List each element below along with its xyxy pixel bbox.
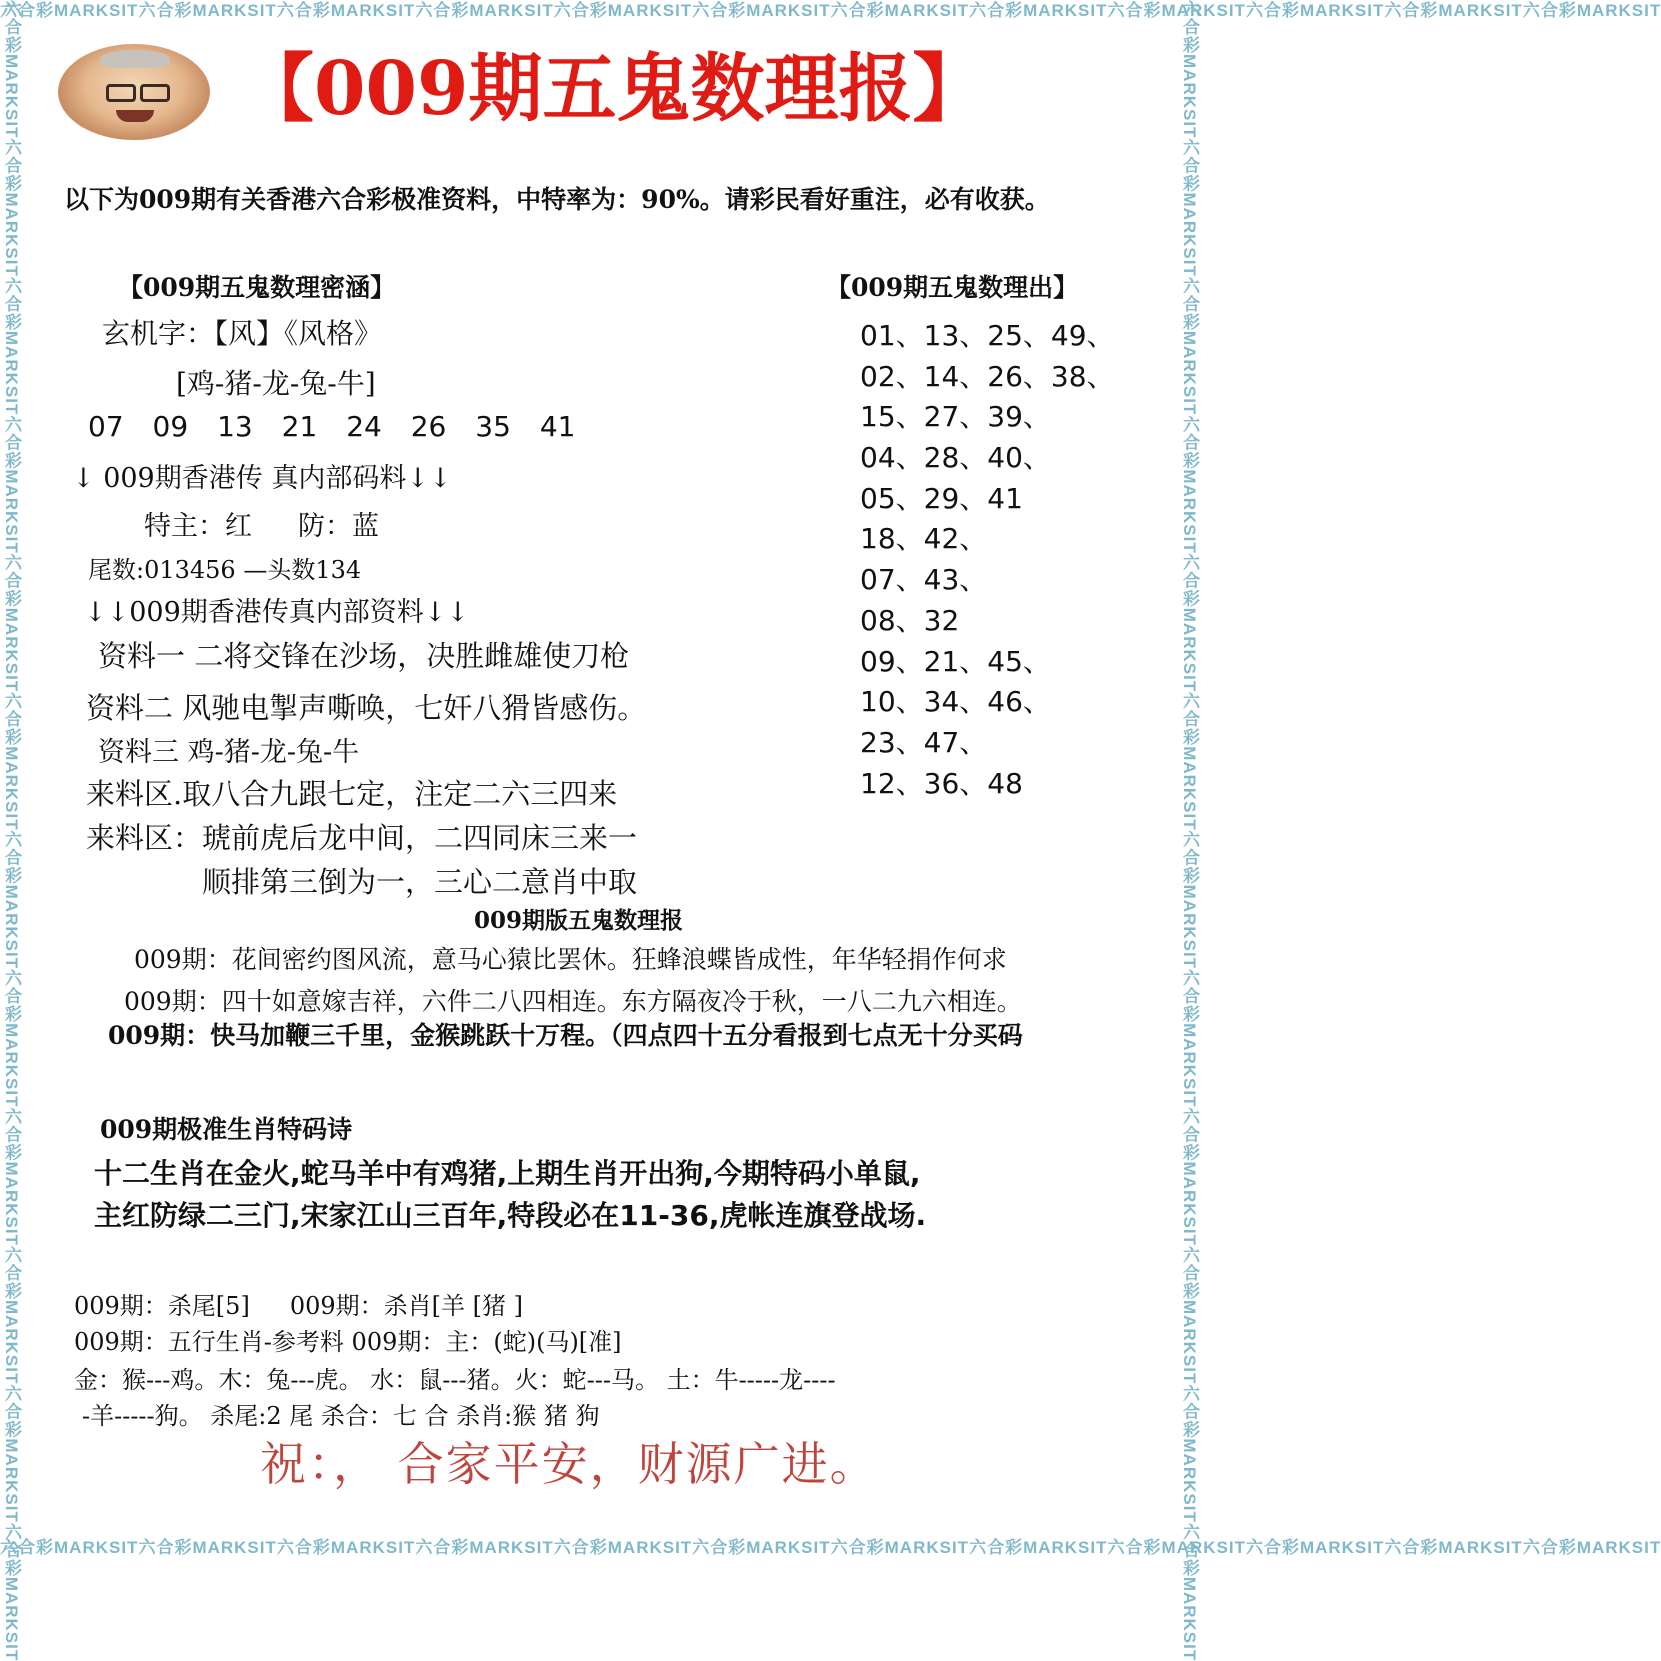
intro-text: 以下为009期有关香港六合彩极准资料，中特率为：90%。请彩民看好重注，必有收获。 (64, 185, 1050, 214)
number-item: 35 (475, 410, 511, 443)
te-zhu-line (144, 504, 379, 543)
number-item: 07 (88, 410, 124, 443)
left-section-title: 【009期五鬼数理密涵】 (118, 273, 396, 302)
right-row: 04、28、40、 (860, 441, 1051, 475)
hk-code-heading: ↓ 009期香港传 真内部码料↓↓ (72, 463, 452, 494)
ban-title: 009期版五鬼数理报 (474, 907, 684, 934)
fang-text: 防：蓝 (298, 511, 379, 542)
xuanji-text: 玄机字：【风】《风格》 (102, 317, 383, 350)
number-item: 13 (217, 410, 253, 443)
watermark-bottom: 六合彩MARKSIT六合彩MARKSIT六合彩MARKSIT六合彩MARKSIT六合彩MARKSIT六合彩MARKSIT六合彩MARKSIT六合彩MARKSIT六合彩MARKSIT六合彩MARKSIT六合彩MARKSIT六合彩MARKSIT (0, 1538, 1661, 1557)
ziliao-1: 资料一 二将交锋在沙场，决胜雌雄使刀枪 (98, 639, 630, 673)
number-item: 26 (410, 410, 447, 443)
watermark-left: 六合彩MARKSIT六合彩MARKSIT六合彩MARKSIT六合彩MARKSIT六合彩MARKSIT六合彩MARKSIT六合彩MARKSIT六合彩MARKSIT六合彩MARKSIT六合彩MARKSIT六合彩MARKSIT六合彩MARKSIT (2, 0, 21, 1661)
poem-title: 009期极准生肖特码诗 (100, 1115, 353, 1144)
ziliao-3: 资料三 鸡-猪-龙-兔-牛 (98, 737, 360, 768)
right-row: 02、14、26、38、 (860, 359, 1115, 393)
wuxing-line-2: -羊-----狗。 杀尾:2 尾 杀合：七 合 杀肖:猴 猪 狗 (82, 1402, 600, 1430)
right-section-title: 【009期五鬼数理出】 (826, 273, 1079, 302)
portrait-glasses-right (140, 84, 170, 102)
watermark-top: 六合彩MARKSIT六合彩MARKSIT六合彩MARKSIT六合彩MARKSIT六合彩MARKSIT六合彩MARKSIT六合彩MARKSIT六合彩MARKSIT六合彩MARKSIT六合彩MARKSIT六合彩MARKSIT六合彩MARKSIT (0, 1, 1661, 20)
right-row: 07、43、 (860, 563, 988, 597)
poem-line-2: 主红防绿二三门,宋家江山三百年,特段必在11-36,虎帐连旗登战场. (94, 1199, 927, 1232)
laiqu-1: 来料区.取八合九跟七定，注定二六三四来 (86, 777, 618, 811)
portrait-image (58, 44, 210, 140)
zodiac-list: [鸡-猪-龙-兔-牛] (176, 367, 376, 400)
kill-xiao-text: 009期：杀肖[羊 [猪 ] (289, 1292, 523, 1320)
right-row: 01、13、25、49、 (860, 319, 1115, 352)
right-number-list (860, 316, 1115, 804)
portrait-mouth (116, 110, 154, 122)
right-row: 12、36、48 (860, 766, 1023, 800)
hk-data-heading: ↓↓009期香港传真内部资料↓↓ (84, 597, 470, 628)
right-row: 15、27、39、 (860, 400, 1051, 434)
number-list (88, 410, 595, 443)
right-row: 10、34、46、 (860, 685, 1051, 719)
wuxing-line-1: 金：猴---鸡。木：兔---虎。 水：鼠---猪。火：蛇---马。 土：牛-----龙---- (74, 1366, 836, 1394)
te-zhu-text: 特主：红 (144, 511, 252, 542)
right-row: 18、42、 (860, 522, 988, 556)
wuxing-heading: 009期：五行生肖-参考料 009期：主：(蛇)(马)[准] (74, 1328, 622, 1356)
ziliao-2: 资料二 风驰电掣声嘶唤，七奸八猾皆感伤。 (86, 691, 647, 725)
right-row: 09、21、45、 (860, 644, 1051, 678)
right-row: 08、32 (860, 603, 960, 637)
number-item: 41 (539, 410, 576, 443)
weishu-text: 尾数:013456 —头数134 (88, 556, 362, 584)
right-row: 23、47、 (860, 725, 988, 759)
ban-line-1: 009期：花间密约图风流，意马心猿比罢休。狂蜂浪蝶皆成性，年华轻捐作何求 (134, 945, 1007, 974)
portrait-hair (100, 50, 170, 68)
number-item: 09 (152, 410, 189, 443)
number-item: 21 (281, 410, 318, 443)
watermark-right: 六合彩MARKSIT六合彩MARKSIT六合彩MARKSIT六合彩MARKSIT六合彩MARKSIT六合彩MARKSIT六合彩MARKSIT六合彩MARKSIT六合彩MARKSIT六合彩MARKSIT六合彩MARKSIT六合彩MARKSIT (1180, 0, 1199, 1661)
laiqu-2: 来料区：琥前虎后龙中间，二四同床三来一 (86, 821, 638, 855)
portrait-glasses-left (106, 84, 136, 102)
ban-line-3: 009期：快马加鞭三千里，金猴跳跃十万程。（四点四十五分看报到七点无十分买码 (108, 1021, 1023, 1050)
right-row: 05、29、41 (860, 481, 1023, 515)
shunpai-text: 顺排第三倒为一，三心二意肖中取 (202, 865, 638, 899)
number-item: 24 (346, 410, 382, 443)
kill-line (74, 1286, 523, 1321)
page-title: 【009期五鬼数理报】 (240, 46, 987, 132)
poem-line-1: 十二生肖在金火,蛇马羊中有鸡猪,上期生肖开出狗,今期特码小单鼠, (94, 1157, 921, 1190)
ban-line-2: 009期：四十如意嫁吉祥，六件二八四相连。东方隔夜冷于秋，一八二九六相连。 (124, 987, 1022, 1016)
kill-tail-text: 009期：杀尾[5] (74, 1292, 250, 1320)
blessing-text: 祝：， 合家平安，财源广进。 (260, 1437, 878, 1491)
